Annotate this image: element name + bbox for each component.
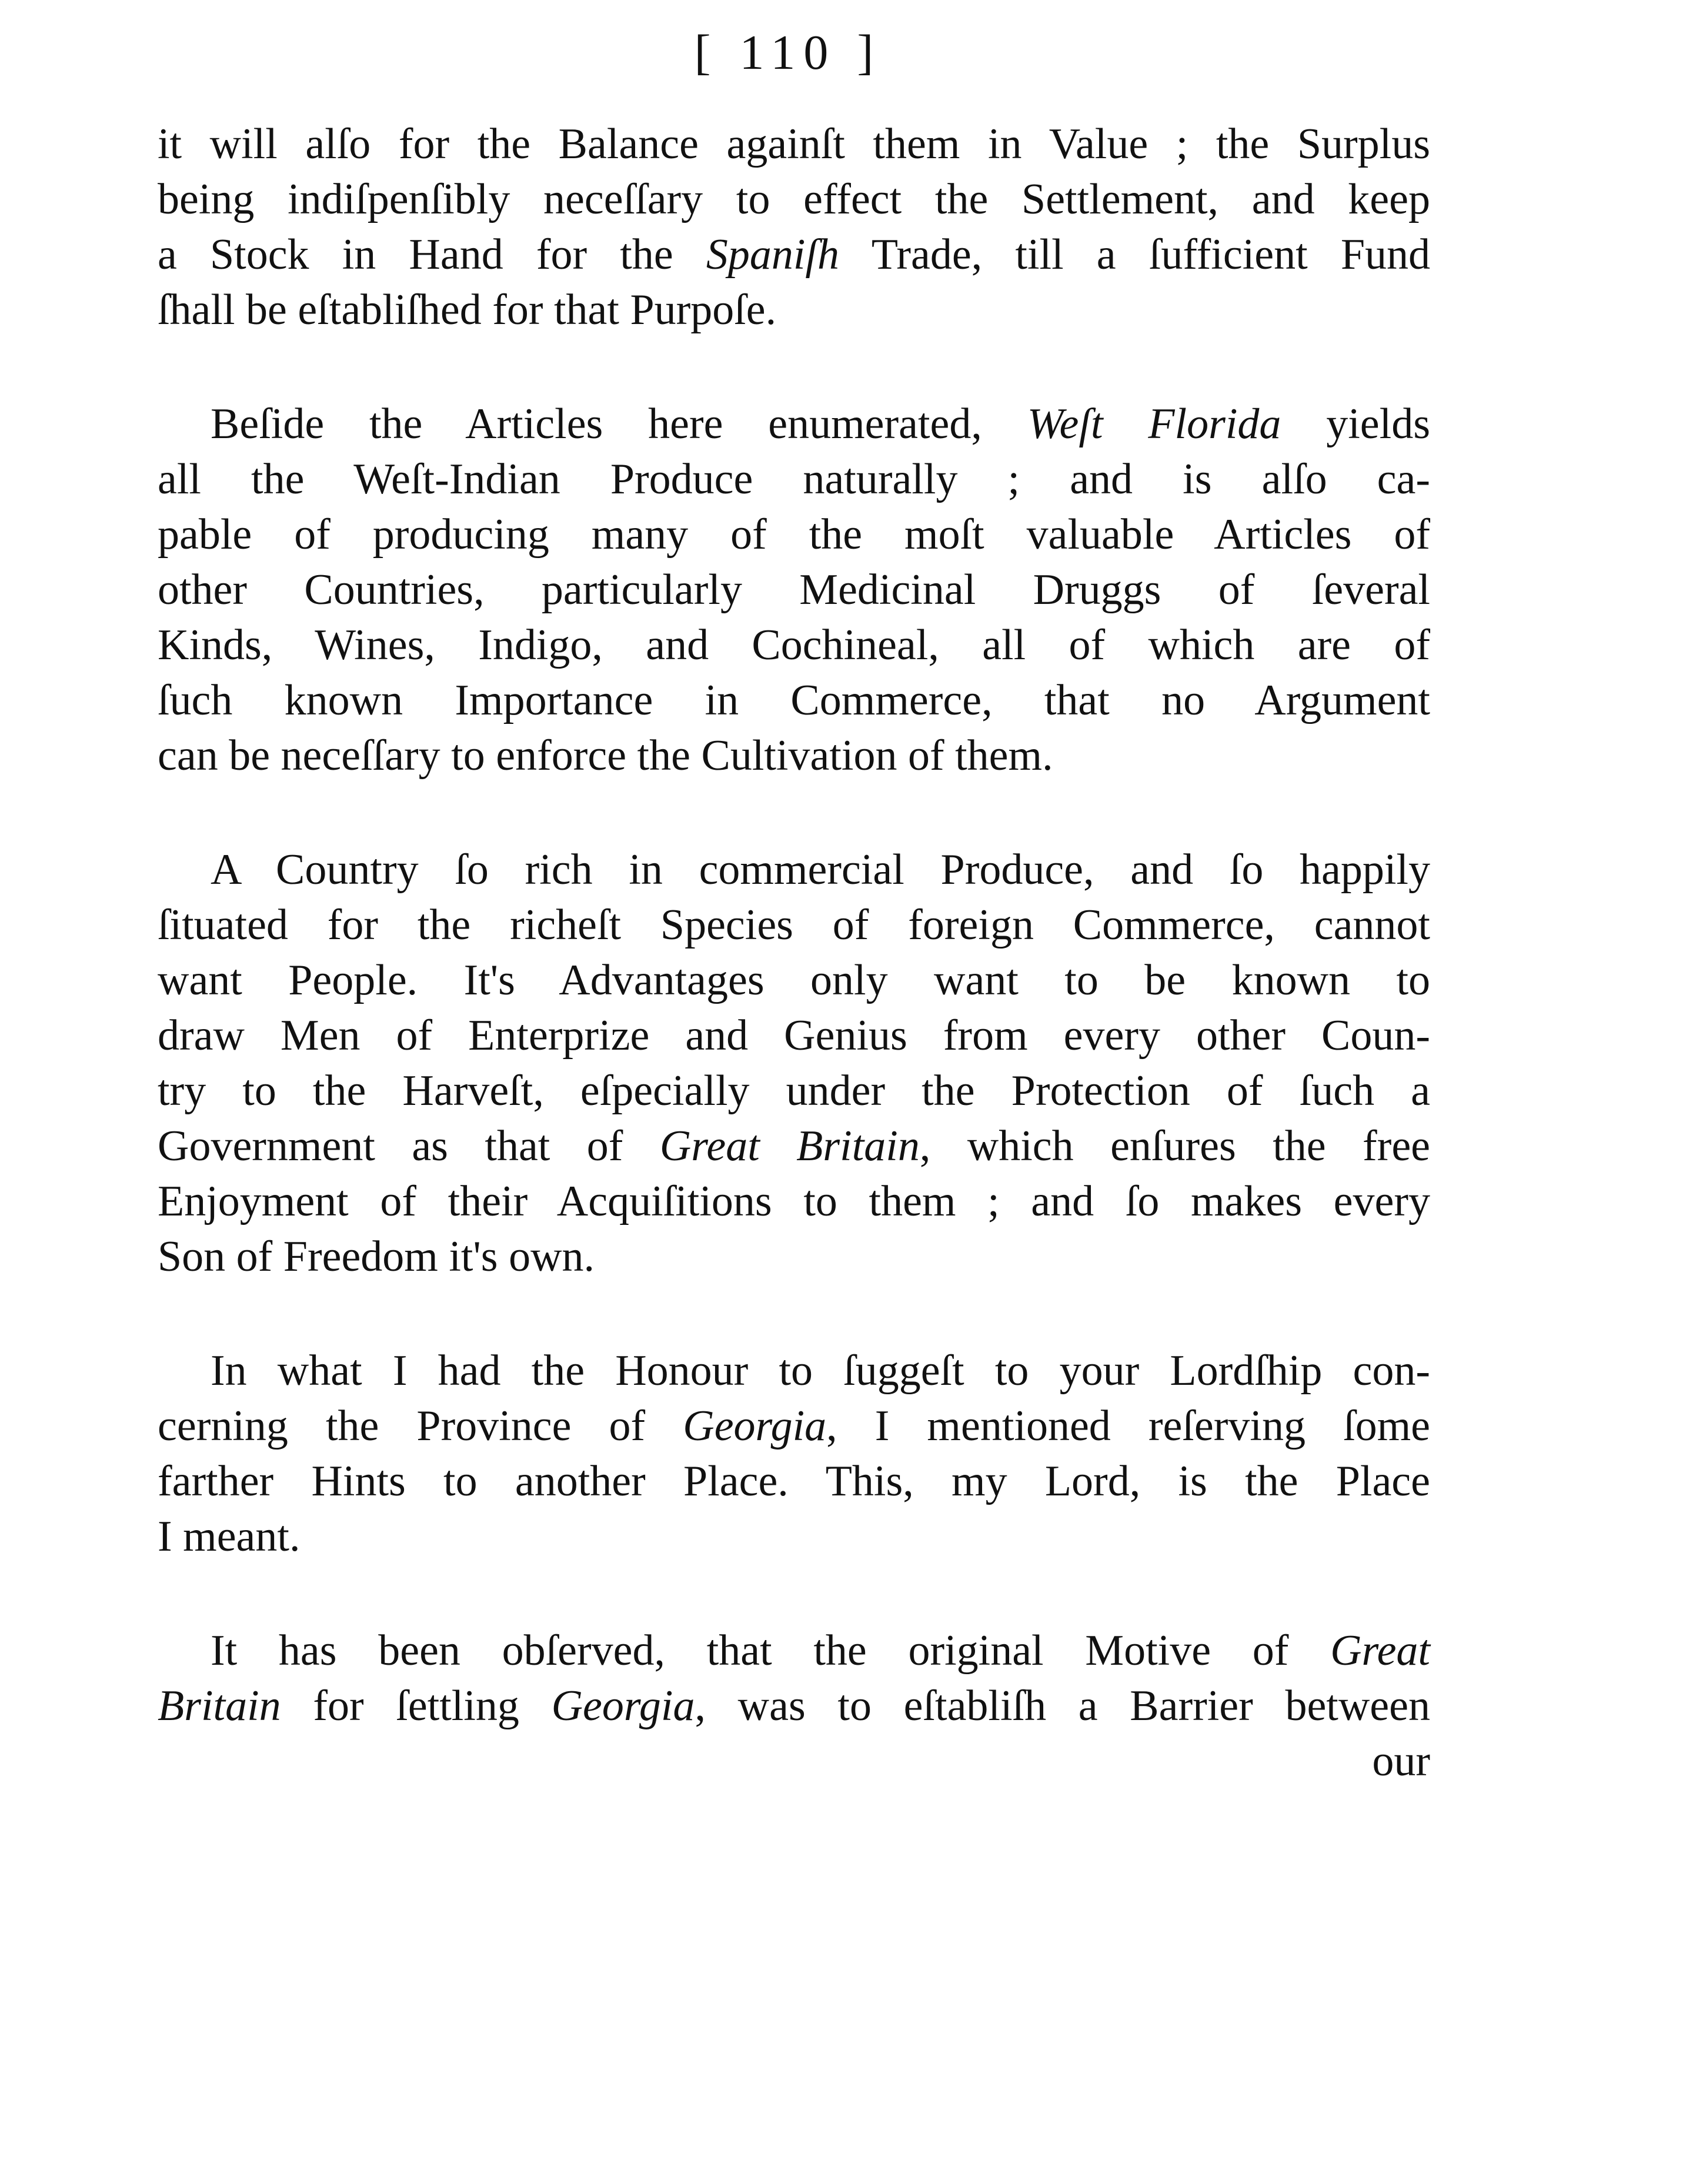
paragraph — [158, 1343, 1430, 1564]
text-line: draw Men of Enterprize and Genius from every other Coun- — [158, 1011, 1430, 1060]
italic-term: Georgia — [683, 1402, 827, 1450]
paragraph-gap — [158, 338, 1430, 396]
text-line: I meant. — [158, 1512, 301, 1561]
italic-term: Weſt Florida — [1027, 400, 1281, 448]
text-line: all the Weſt-Indian Produce naturally ; and is alſo ca- — [158, 455, 1430, 503]
page-number: [ 110 ] — [694, 25, 882, 80]
text-line: Son of Freedom it's own. — [158, 1233, 595, 1281]
text-line: Enjoyment of their Acquiſitions to them ; and ſo makes every — [158, 1177, 1430, 1225]
text-line: cerning the Province of Georgia, I mentioned reſerving ſome — [158, 1402, 1430, 1450]
paragraph — [158, 842, 1430, 1284]
text-line: a Stock in Hand for the Spaniſh Trade, till a ſufficient Fund — [158, 231, 1430, 279]
text-line: ſhall be eſtabliſhed for that Purpoſe. — [158, 286, 777, 334]
text-line: it will alſo for the Balance againſt them in Value ; the Surplus — [158, 120, 1430, 168]
paragraph — [158, 396, 1430, 783]
italic-term: Great — [1330, 1627, 1430, 1675]
text-line: ſuch known Importance in Commerce, that no Argument — [158, 676, 1430, 724]
text-line: In what I had the Honour to ſuggeſt to your Lordſhip con- — [211, 1347, 1430, 1395]
text-line: Government as that of Great Britain, which enſures the free — [158, 1122, 1431, 1170]
text-line: want People. It's Advantages only want to be known to — [158, 956, 1430, 1004]
text-line: Kinds, Wines, Indigo, and Cochineal, all of which are of — [158, 621, 1430, 669]
text-line: being indiſpenſibly neceſſary to effect the Settlement, and keep — [158, 175, 1430, 223]
text-line: can be neceſſary to enforce the Cultivation of them. — [158, 732, 1053, 780]
italic-term: Spaniſh — [706, 231, 839, 279]
catchword: our — [1372, 1737, 1430, 1785]
paragraph-gap — [158, 783, 1430, 842]
italic-term: Britain — [158, 1682, 281, 1730]
text-line: Beſide the Articles here enumerated, Weſt Florida yields — [211, 400, 1430, 448]
paragraph — [158, 1623, 1430, 1789]
text-line: other Countries, particularly Medicinal Druggs of ſeveral — [158, 566, 1430, 614]
paragraph — [158, 116, 1430, 338]
italic-term: Georgia — [551, 1682, 695, 1730]
italic-term: Great Britain — [659, 1122, 920, 1170]
paragraph-gap — [158, 1564, 1430, 1623]
text-line: It has been obſerved, that the original Motive of Great — [211, 1627, 1430, 1675]
body-text — [158, 116, 1430, 1789]
text-line: ſituated for the richeſt Species of foreign Commerce, cannot — [158, 901, 1430, 949]
text-line: try to the Harveſt, eſpecially under the Protection of ſuch a — [158, 1067, 1430, 1115]
text-line: Britain for ſettling Georgia, was to eſtabliſh a Barrier between — [158, 1682, 1430, 1730]
text-line: pable of producing many of the moſt valuable Articles of — [158, 510, 1430, 559]
paragraph-gap — [158, 1284, 1430, 1343]
text-line: farther Hints to another Place. This, my Lord, is the Place — [158, 1457, 1430, 1505]
text-line: A Country ſo rich in commercial Produce, and ſo happily — [211, 846, 1430, 894]
